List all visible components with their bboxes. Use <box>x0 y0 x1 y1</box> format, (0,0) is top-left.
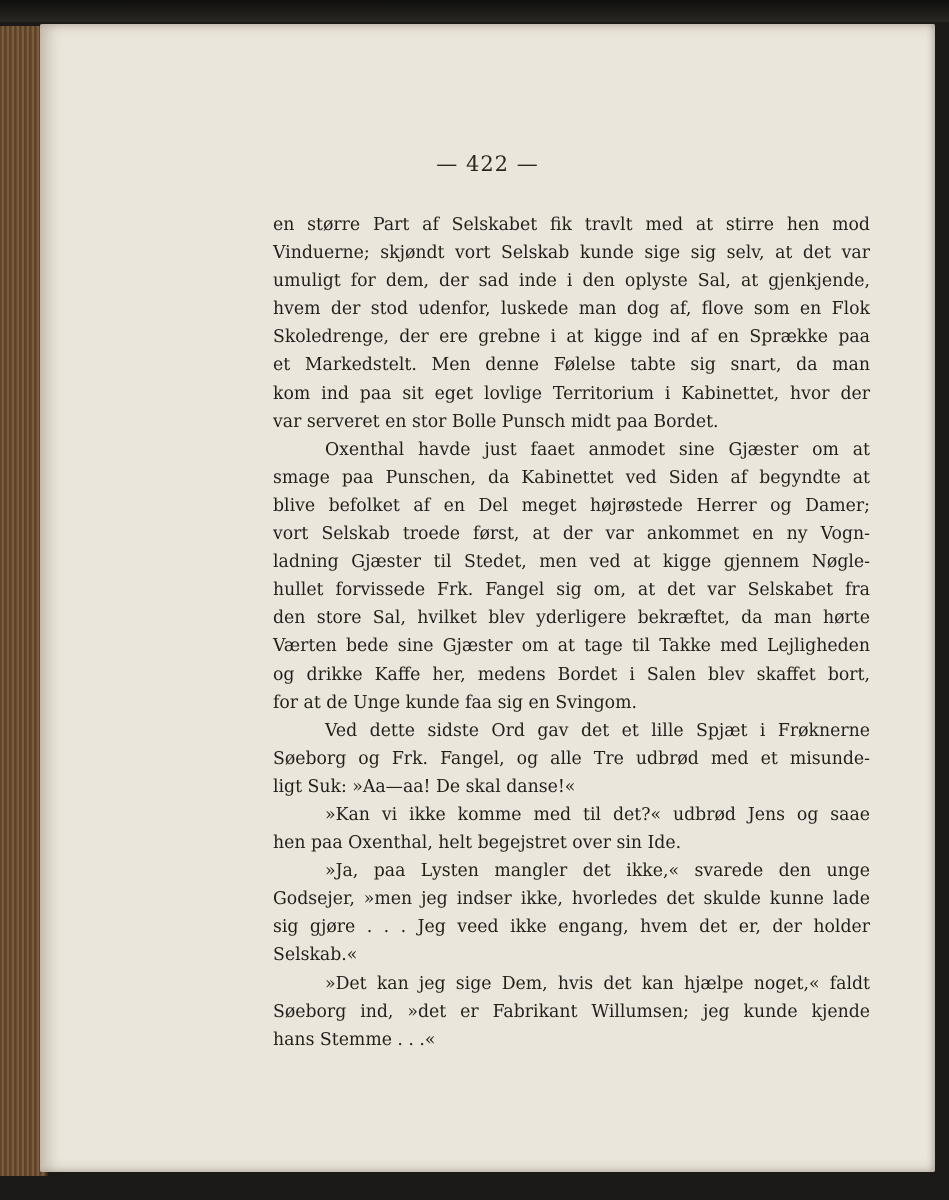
text-line: vort Selskab troede først, at der var ankommet en ny Vogn- <box>273 524 870 545</box>
text-line: »Kan vi ikke komme med til det?« udbrød Jens og saae <box>325 804 870 825</box>
text-line: blive befolket af en Del meget højrøstede Herrer og Damer; <box>273 495 870 516</box>
text-line: Vinduerne; skjøndt vort Selskab kunde sige sig selv, at det var <box>273 243 870 264</box>
text-line: et Markedstelt. Men denne Følelse tabte sig snart, da man <box>273 355 870 376</box>
text-line: var serveret en stor Bolle Punsch midt paa Bordet. <box>273 411 719 432</box>
text-line: og drikke Kaffe her, medens Bordet i Salen blev skaffet bort, <box>273 664 870 685</box>
body-text <box>273 211 870 1054</box>
text-line: hullet forvissede Frk. Fangel sig om, at det var Selskabet fra <box>273 580 870 601</box>
text-line: Oxenthal havde just faaet anmodet sine Gjæster om at <box>325 439 870 460</box>
page-number: — 422 — <box>436 152 539 176</box>
text-line: hans Stemme . . .« <box>273 1029 436 1050</box>
text-line: ligt Suk: »Aa—aa! De skal danse!« <box>273 776 576 797</box>
scan-top-edge <box>0 0 949 22</box>
text-line: umuligt for dem, der sad inde i den oplyste Sal, at gjenkjende, <box>273 271 870 292</box>
text-line: »Ja, paa Lysten mangler det ikke,« svarede den unge <box>325 861 870 882</box>
text-line: Ved dette sidste Ord gav det et lille Spjæt i Frøknerne <box>325 720 870 741</box>
text-line: ladning Gjæster til Stedet, men ved at kigge gjennem Nøgle- <box>273 552 870 573</box>
text-line: en større Part af Selskabet fik travlt med at stirre hen mod <box>273 215 870 235</box>
text-line: kom ind paa sit eget lovlige Territorium i Kabinettet, hvor der <box>273 383 870 404</box>
text-line: Selskab.« <box>273 945 358 966</box>
text-line: Værten bede sine Gjæster om at tage til Takke med Lejligheden <box>273 636 870 657</box>
text-line: den store Sal, hvilket blev yderligere bekræftet, da man hørte <box>273 608 870 629</box>
text-line: for at de Unge kunde faa sig en Svingom. <box>273 692 637 713</box>
text-line: smage paa Punschen, da Kabinettet ved Siden af begyndte at <box>273 467 870 488</box>
text-line: sig gjøre . . . Jeg veed ikke engang, hvem det er, der holder <box>273 917 870 938</box>
text-line: Søeborg og Frk. Fangel, og alle Tre udbrød med et misunde- <box>273 748 870 769</box>
text-line: »Det kan jeg sige Dem, hvis det kan hjælpe noget,« faldt <box>325 973 870 994</box>
text-line: Godsejer, »men jeg indser ikke, hvorledes det skulde kunne lade <box>273 889 870 910</box>
text-line: Søeborg ind, »det er Fabrikant Willumsen; jeg kunde kjende <box>273 1001 870 1022</box>
text-line: hen paa Oxenthal, helt begejstret over sin Ide. <box>273 833 682 854</box>
text-line: Skoledrenge, der ere grebne i at kigge ind af en Sprække paa <box>273 327 870 348</box>
text-line: hvem der stod udenfor, luskede man dog af, flove som en Flok <box>273 299 870 320</box>
book-page <box>40 24 935 1172</box>
